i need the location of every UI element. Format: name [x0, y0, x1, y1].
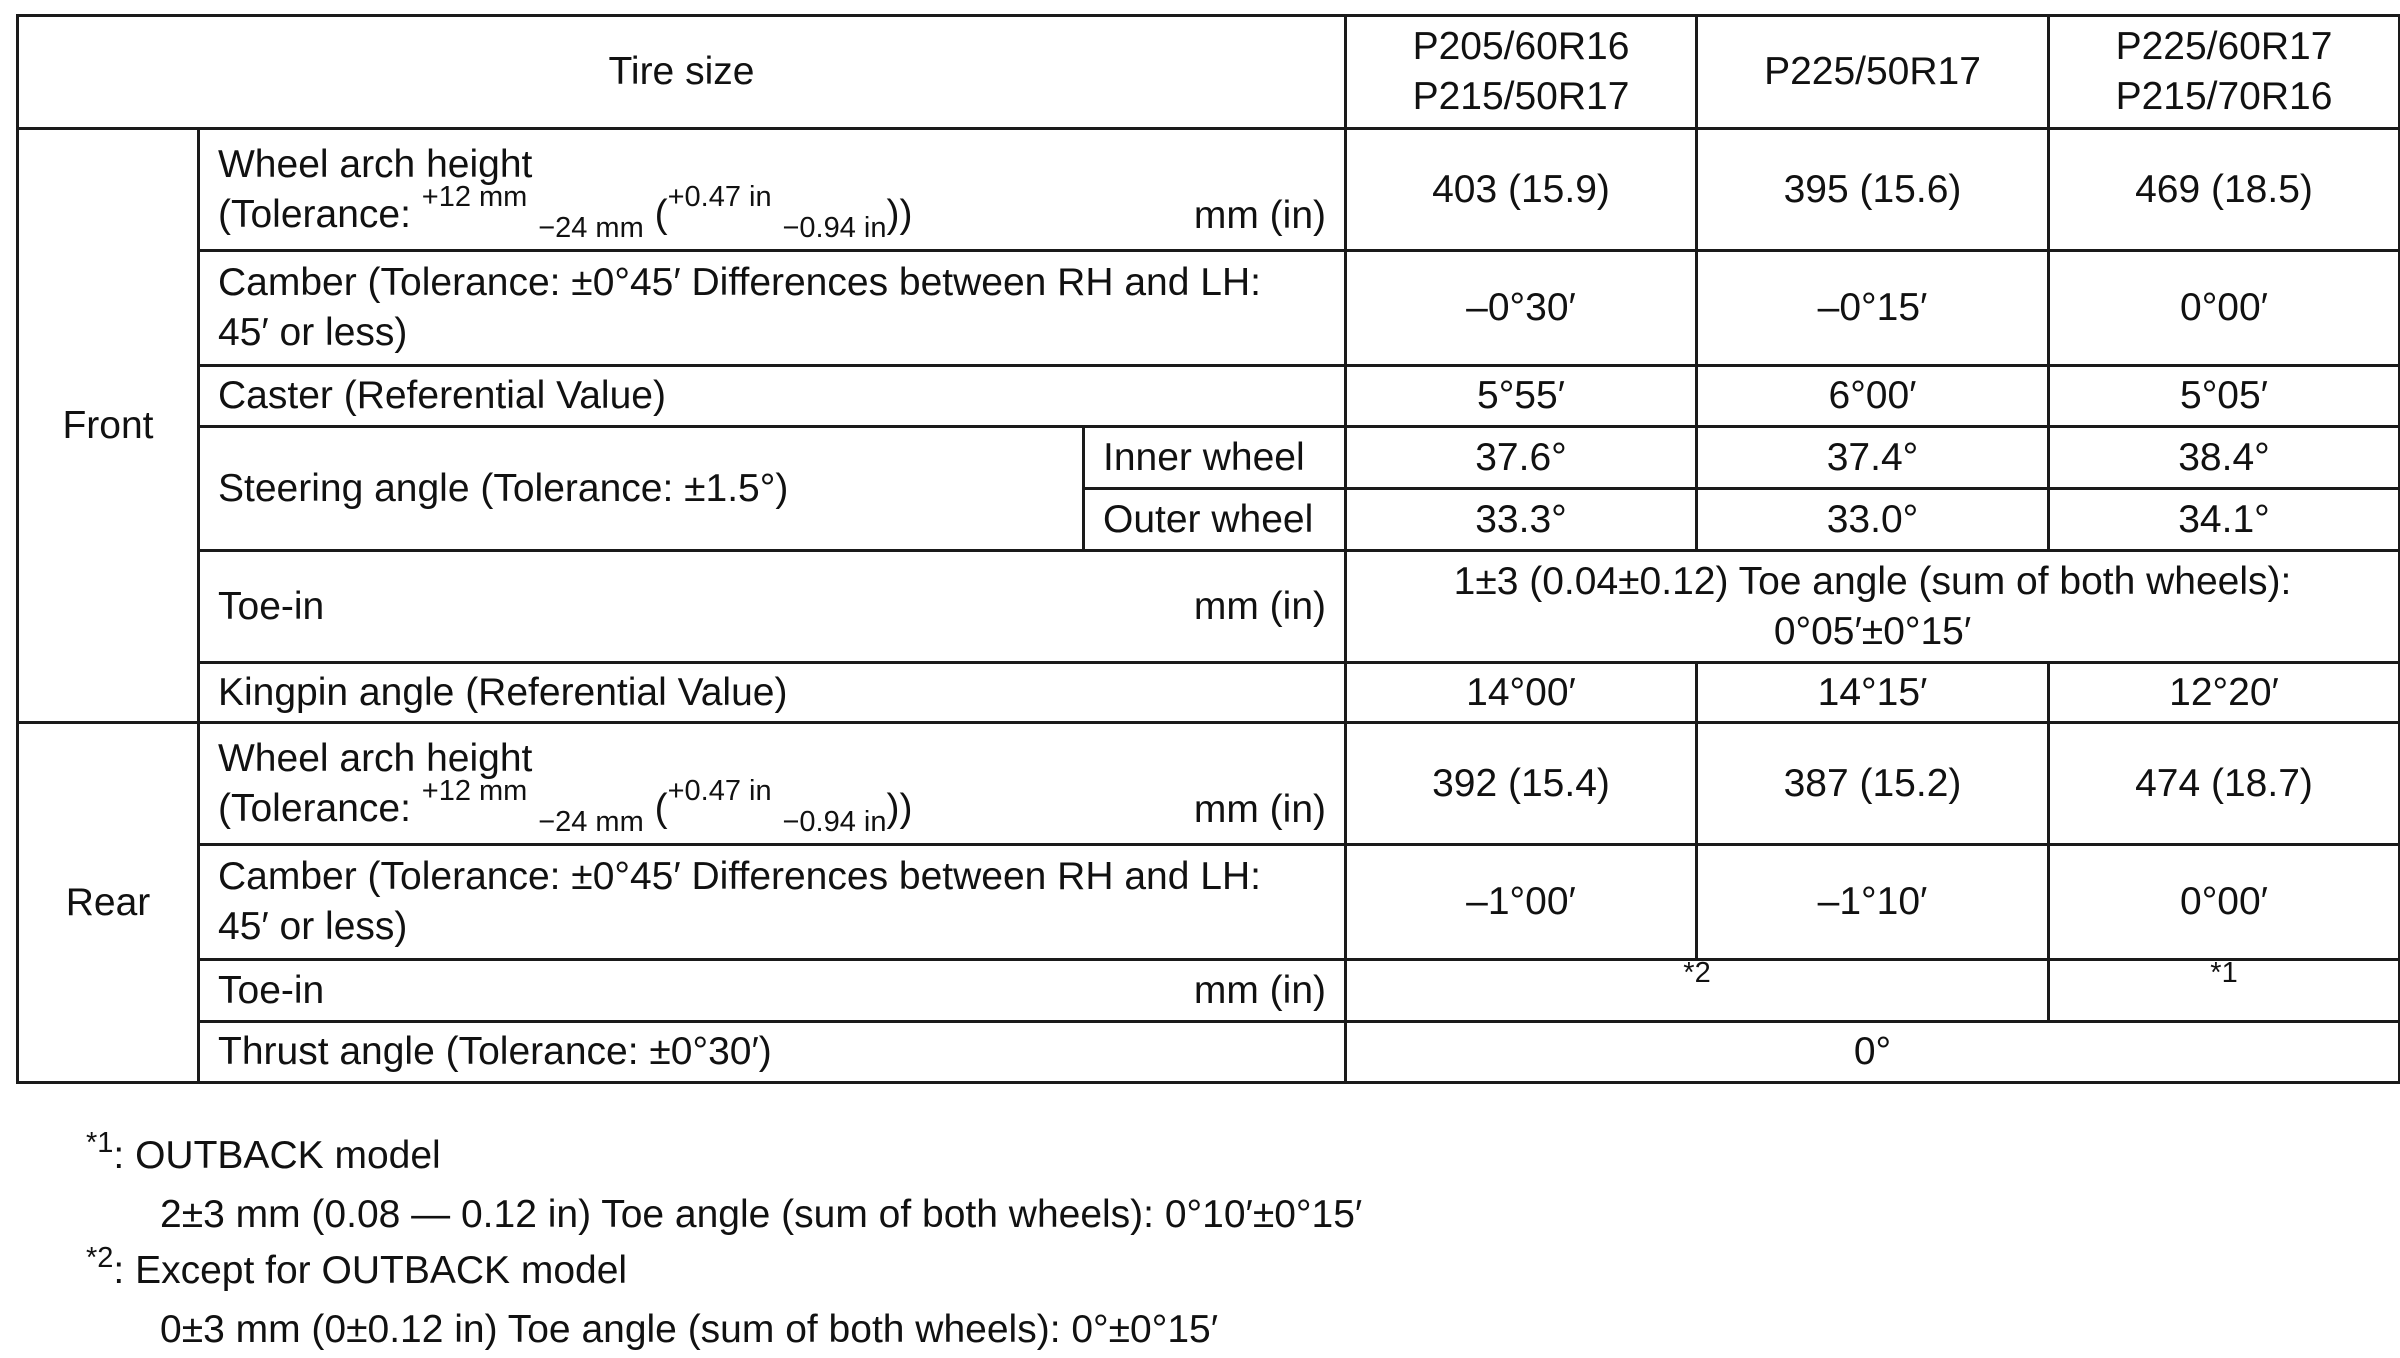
header-row — [18, 16, 2400, 129]
tol-sub: −0.94 in — [782, 211, 887, 244]
tire-col-2-header — [1697, 16, 2049, 129]
tol-text: (Tolerance: — [218, 786, 422, 830]
param-label: 45′ or less) — [218, 905, 408, 948]
front-section-label — [18, 129, 199, 723]
table-cell: 387 (15.2) — [1697, 723, 2049, 845]
table-row — [18, 427, 2400, 489]
tol-text: ( — [643, 786, 668, 830]
alignment-spec-table — [16, 14, 2400, 1084]
tol-sup: +12 mm — [421, 181, 528, 214]
table-cell: 38.4° — [2049, 427, 2400, 489]
unit-label: mm (in) — [1193, 788, 1326, 832]
table-row — [18, 129, 2400, 251]
tolerance-text — [218, 181, 1326, 244]
toe-in-ref-outback — [2049, 957, 2400, 1022]
param-label: Camber (Tolerance: ±0°45′ Differences between RH and LH: — [218, 261, 1261, 305]
unit-label: mm (in) — [1193, 194, 1326, 238]
table-cell: 33.3° — [1346, 489, 1697, 551]
table-row — [18, 551, 2400, 663]
footnote-1-title — [86, 1128, 1362, 1187]
table-row — [18, 251, 2400, 366]
footnote-marker: *2 — [86, 1242, 114, 1275]
table-cell: 12°20′ — [2049, 663, 2400, 723]
outer-wheel-label: Outer wheel — [1084, 489, 1346, 551]
footnote-title: : OUTBACK model — [113, 1134, 441, 1177]
thrust-angle-value: 0° — [1346, 1022, 2400, 1083]
wheel-arch-height-label — [199, 723, 1346, 845]
toe-in-label — [199, 551, 1346, 663]
tire-size-text: P225/50R17 — [1764, 50, 1981, 94]
table-row — [18, 845, 2400, 960]
value-text: 0°05′±0°15′ — [1773, 609, 1972, 653]
toe-in-label — [199, 960, 1346, 1022]
tire-col-1-header — [1346, 16, 1697, 129]
table-cell: 395 (15.6) — [1697, 129, 2049, 251]
table-row — [18, 1022, 2400, 1083]
param-label: 45′ or less) — [218, 311, 408, 354]
table-cell: 34.1° — [2049, 489, 2400, 551]
table-cell: 33.0° — [1697, 489, 2049, 551]
inner-wheel-label: Inner wheel — [1084, 427, 1346, 489]
tire-size-text: P205/60R16 — [1412, 25, 1630, 69]
table-cell: 14°00′ — [1346, 663, 1697, 723]
toe-in-ref-std — [1346, 957, 2049, 1022]
table-cell: 14°15′ — [1697, 663, 2049, 723]
table-cell: 403 (15.9) — [1346, 129, 1697, 251]
thrust-angle-label: Thrust angle (Tolerance: ±0°30′) — [199, 1022, 1346, 1083]
toe-in-value — [1346, 551, 2400, 663]
table-cell: 474 (18.7) — [2049, 723, 2400, 845]
table-cell: –0°30′ — [1346, 251, 1697, 366]
kingpin-label: Kingpin angle (Referential Value) — [199, 663, 1346, 723]
section-label: Front — [62, 403, 154, 447]
footnotes — [86, 1128, 1362, 1358]
param-label: Wheel arch height — [218, 736, 533, 780]
table-cell: 0°00′ — [2049, 251, 2400, 366]
tol-sub: −24 mm — [538, 211, 644, 244]
table-cell: 37.6° — [1346, 427, 1697, 489]
tolerance-text — [218, 775, 1326, 838]
tol-sup: +0.47 in — [667, 181, 772, 214]
param-label: Toe-in — [218, 968, 325, 1012]
param-label: Wheel arch height — [218, 142, 533, 186]
footnote-marker: *1 — [86, 1127, 114, 1160]
tol-text: )) — [886, 786, 913, 830]
table-cell: –0°15′ — [1697, 251, 2049, 366]
caster-label: Caster (Referential Value) — [199, 366, 1346, 427]
tire-size-text: P225/60R17 — [2115, 25, 2333, 69]
table-cell: 6°00′ — [1697, 366, 2049, 427]
footnote-2-detail: 0±3 mm (0±0.12 in) Toe angle (sum of both wheels): 0°±0°15′ — [160, 1308, 1219, 1351]
unit-label: mm (in) — [1193, 968, 1326, 1012]
tol-text: (Tolerance: — [218, 192, 422, 236]
tol-text: ( — [643, 192, 668, 236]
tol-sup: +0.47 in — [667, 775, 772, 808]
table-cell: 0°00′ — [2049, 845, 2400, 960]
rear-section-label — [18, 723, 199, 1083]
table-row — [18, 366, 2400, 427]
tol-text: )) — [886, 192, 913, 236]
table-cell: 469 (18.5) — [2049, 129, 2400, 251]
table-cell: 37.4° — [1697, 427, 2049, 489]
table-row — [18, 960, 2400, 1022]
tire-col-3-header — [2049, 16, 2400, 129]
table-row — [18, 663, 2400, 723]
table-cell: –1°00′ — [1346, 845, 1697, 960]
tire-size-text: P215/70R16 — [2115, 75, 2333, 118]
footnote-title: : Except for OUTBACK model — [113, 1249, 628, 1292]
value-text: 1±3 (0.04±0.12) Toe angle (sum of both wheels): — [1453, 559, 2292, 603]
unit-label: mm (in) — [1193, 584, 1326, 628]
steering-angle-label: Steering angle (Tolerance: ±1.5°) — [199, 427, 1084, 551]
tol-sub: −24 mm — [538, 805, 644, 838]
footnote-1-detail: 2±3 mm (0.08 — 0.12 in) Toe angle (sum of both wheels): 0°10′±0°15′ — [160, 1193, 1363, 1236]
param-label: Toe-in — [218, 584, 325, 628]
table-row — [18, 723, 2400, 845]
table-cell: 5°05′ — [2049, 366, 2400, 427]
wheel-arch-height-label — [199, 129, 1346, 251]
footnote-ref-2: *2 — [1683, 957, 1711, 989]
param-label: Camber (Tolerance: ±0°45′ Differences between RH and LH: — [218, 855, 1261, 899]
tire-size-text: P215/50R17 — [1412, 75, 1630, 118]
camber-label — [199, 845, 1346, 960]
camber-label — [199, 251, 1346, 366]
tire-size-header — [18, 16, 1346, 129]
footnote-ref-1: *1 — [2210, 957, 2238, 989]
tol-sub: −0.94 in — [782, 805, 887, 838]
tire-size-label: Tire size — [608, 50, 755, 94]
tol-sup: +12 mm — [421, 775, 528, 808]
footnote-2-title — [86, 1243, 1362, 1302]
section-label: Rear — [65, 880, 151, 924]
table-cell: 392 (15.4) — [1346, 723, 1697, 845]
table-cell: –1°10′ — [1697, 845, 2049, 960]
table-cell: 5°55′ — [1346, 366, 1697, 427]
